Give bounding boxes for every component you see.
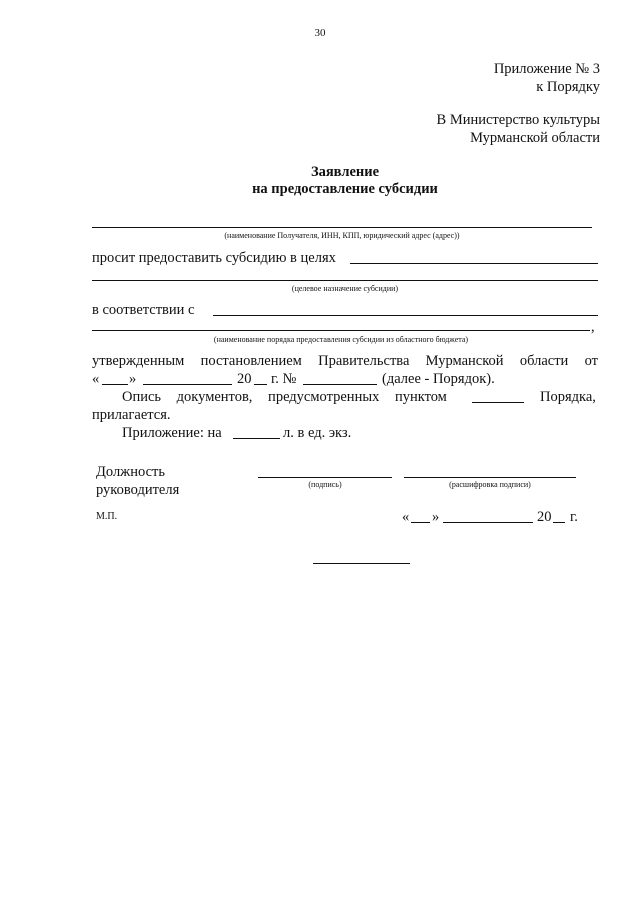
month-input-line[interactable]	[143, 384, 232, 385]
addressee-line-2: Мурманской области	[470, 130, 600, 146]
sign-date-open-quote: «	[402, 509, 410, 525]
inventory-end-text: Порядка,	[540, 389, 596, 405]
sign-day-input-line[interactable]	[411, 522, 430, 523]
addressee-line-1: В Министерство культуры	[436, 112, 600, 128]
sign-date-close-quote: »	[432, 509, 440, 525]
accordance-text: в соответствии с	[92, 302, 195, 318]
purpose-hint: (целевое назначение субсидии)	[291, 284, 399, 293]
year-prefix: 20	[237, 371, 252, 387]
pages-input-line[interactable]	[233, 438, 280, 439]
sign-year-suffix: г.	[570, 509, 578, 525]
clause-input-line[interactable]	[472, 402, 524, 403]
recipient-input-line[interactable]	[92, 227, 592, 228]
document-title: Заявление	[310, 164, 380, 180]
date-close-quote: »	[129, 371, 137, 387]
hereafter-text: (далее - Порядок).	[382, 371, 495, 387]
page-number: 30	[314, 27, 326, 39]
stamp-label: М.П.	[96, 511, 118, 522]
sign-year-prefix: 20	[537, 509, 552, 525]
attachment-end-text: л. в ед. экз.	[283, 425, 352, 441]
sign-year-input-line[interactable]	[553, 522, 565, 523]
attachment-text: Приложение: на	[122, 425, 222, 441]
signature-decode-input-line[interactable]	[404, 477, 576, 478]
request-text: просит предоставить субсидию в целях	[92, 250, 336, 266]
appendix-reference: к Порядку	[536, 79, 600, 95]
signature-hint: (подпись)	[308, 480, 342, 489]
sign-month-input-line[interactable]	[443, 522, 533, 523]
inventory-tail-text: прилагается.	[92, 407, 171, 423]
position-label: Должность	[96, 464, 165, 480]
comma: ,	[591, 319, 595, 335]
approved-text: утвержденным постановлением Правительства Мурманской области от	[92, 353, 598, 369]
inventory-text: Опись документов, предусмотренных пунктом	[122, 389, 447, 405]
closing-divider	[313, 563, 410, 564]
position-label-2: руководителя	[96, 482, 180, 498]
recipient-hint: (наименование Получателя, ИНН, КПП, юридический адрес (адрес))	[224, 231, 460, 240]
appendix-number: Приложение № 3	[493, 61, 600, 77]
year-suffix: г. №	[271, 371, 297, 387]
procedure-hint: (наименование порядка предоставления субсидии из областного бюджета)	[213, 335, 469, 344]
procedure-input-line[interactable]	[213, 315, 598, 316]
date-open-quote: «	[92, 371, 100, 387]
number-input-line[interactable]	[303, 384, 377, 385]
signature-input-line[interactable]	[258, 477, 392, 478]
document-subtitle: на предоставление субсидии	[252, 181, 438, 197]
day-input-line[interactable]	[102, 384, 128, 385]
year-input-line[interactable]	[254, 384, 267, 385]
purpose-input-line[interactable]	[350, 263, 598, 264]
purpose-input-line-2[interactable]	[92, 280, 598, 281]
procedure-input-line-2[interactable]	[92, 330, 590, 331]
signature-decode-hint: (расшифровка подписи)	[449, 480, 531, 489]
